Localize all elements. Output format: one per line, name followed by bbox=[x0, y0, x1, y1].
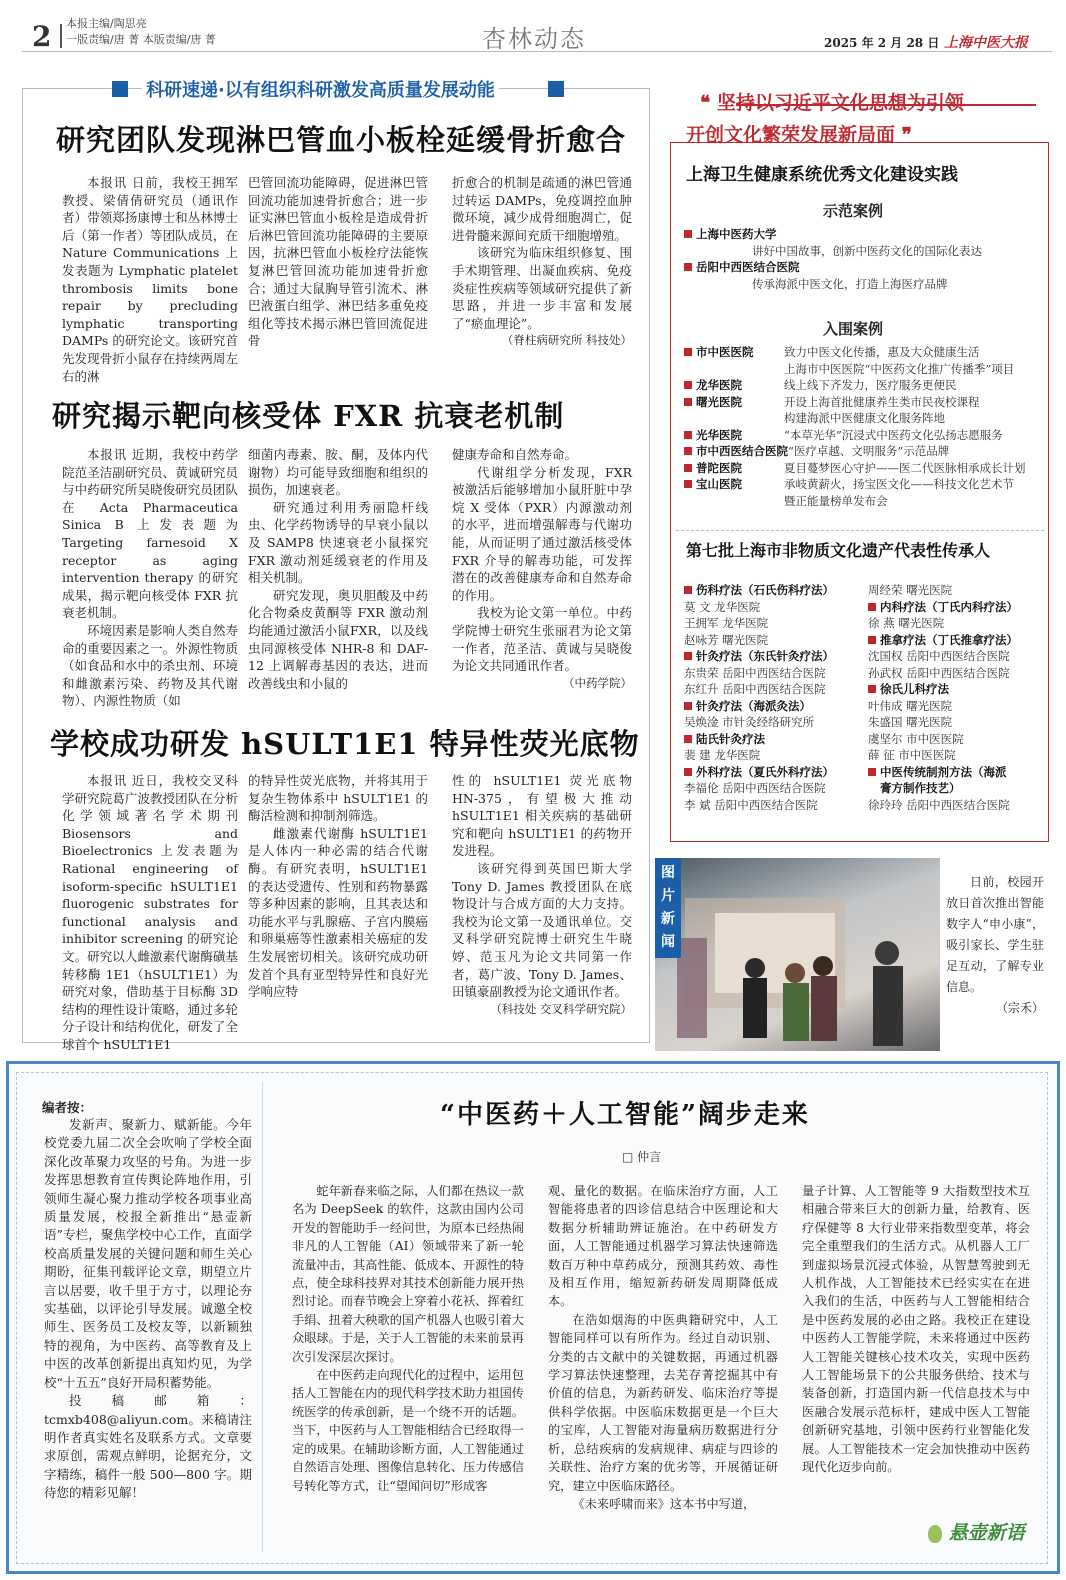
feature-byline: □ 仲言 bbox=[622, 1150, 662, 1164]
bullet-icon bbox=[684, 398, 692, 406]
heritage-category bbox=[684, 698, 864, 715]
editors-line-2: 一版责编/唐 菁 本版责编/唐 菁 bbox=[66, 33, 216, 46]
quote-close-icon: ❞ bbox=[895, 124, 912, 146]
demo-list bbox=[684, 226, 1044, 292]
list-item bbox=[684, 460, 1044, 477]
heritage-category bbox=[684, 582, 864, 599]
heritage-title: 第七批上海市非物质文化遗产代表性传承人 bbox=[686, 541, 991, 560]
list-item bbox=[684, 377, 1044, 394]
feature-col-2: 观、量化的数据。在临床治疗方面，人工智能将患者的四诊信息结合中医理论和大数据分析辅助辨证施治。在中药研发方面，人工智能通过机器学习算法快速筛选数百万种中草药成分，预测其药效、毒性及相互作用，缩短新药研发周期降低成本。 在浩如烟海的中医典籍研究中，人工智能同样可以有所作为。经过自动识别、分类的古文献中的关键数据，再通过机器学习算法快速整理，去芜存菁挖掘其中有价值的信息，为新药研发、临床治疗等提供科学依据。中医临床数据更是一个巨大的宝库，人工智能对海量病历数据进行分析，总结疾病的发病规律、病症与四诊的关联性、治疗方案的优劣等，开展循证研究，建立中医临床路径。 《未来呼啸而来》这本书中写道， bbox=[548, 1184, 778, 1511]
column-logo: 悬壶新语 bbox=[928, 1518, 1025, 1545]
editors-line-1: 本报主编/陶思亮 bbox=[66, 17, 147, 30]
bullet-icon bbox=[684, 586, 692, 594]
banner-square-right bbox=[548, 81, 564, 97]
item-desc: 承岐黄薪火，扬宝医文化——科技文化艺术节 bbox=[784, 477, 1014, 491]
heritage-category bbox=[868, 632, 1048, 649]
bullet-icon bbox=[684, 230, 692, 238]
photo-news-label: 图片新闻 bbox=[655, 858, 681, 958]
heritage-category bbox=[684, 731, 864, 748]
bullet-icon bbox=[684, 263, 692, 271]
heritage-person: 虞坚尔 市中医医院 bbox=[868, 731, 964, 746]
category-label: 针灸疗法（东氏针灸疗法） bbox=[696, 649, 834, 663]
category-label: 中医传统制剂方法（海派 bbox=[880, 764, 1007, 779]
item-name: 龙华医院 bbox=[696, 378, 742, 392]
photo-illustration bbox=[655, 858, 940, 1051]
heritage-person: 王拥军 龙华医院 bbox=[684, 616, 769, 630]
quote-open-icon: ❝ bbox=[700, 92, 717, 114]
bullet-icon bbox=[868, 685, 876, 693]
bullet-icon bbox=[684, 348, 692, 356]
category-label: 推拿疗法（丁氏推拿疗法） bbox=[880, 632, 1018, 647]
heritage-person: 东红升 岳阳中西医结合医院 bbox=[684, 682, 826, 696]
heritage-person: 徐玲玲 岳阳中西医结合医院 bbox=[868, 797, 1010, 812]
news-photo bbox=[655, 858, 940, 1051]
article-3-col-1: 本报讯 近日，我校交叉科学研究院葛广波教授团队在分析化学领域著名学术期刊 Biosensors and Bioelectronics 上发表题为 Rational engineering of isoform-specific hSULT1E1 fluorogenic substrates for functional analysis and inhibitor screening 的研究论文。研究以人雌激素代谢酶磺基转移酶 1E1（hSULT1E1）为研究对象，借助基于目标酶 3D 结构的理性设计策略，通过多轮分子设计和结构优化，研发了全球首个 hSULT1E1 bbox=[62, 773, 238, 1052]
category-label: 外科疗法（夏氏外科疗法） bbox=[696, 764, 834, 779]
item-name: 岳阳中西医结合医院 bbox=[696, 260, 800, 274]
heritage-category bbox=[868, 599, 1048, 616]
item-desc: 暨正能量榜单发布会 bbox=[784, 493, 888, 508]
category-label: 针灸疗法（海派灸法） bbox=[696, 698, 811, 713]
item-name: 市中医医院 bbox=[696, 345, 754, 359]
bullet-icon bbox=[684, 480, 692, 488]
heritage-person: 赵咏芳 曙光医院 bbox=[684, 632, 769, 647]
list-item bbox=[684, 344, 1044, 361]
category-label: 伤科疗法（石氏伤科疗法） bbox=[696, 583, 834, 597]
article-1-col-3: 折愈合的机制是疏通的淋巴管通过转运 DAMPs，免疫调控血肿微环境，减少成骨细胞凋亡，促进骨髓来源间充质干细胞增殖。 该研究为临床组织修复、围手术期管理、出凝血疾病、免疫炎症性疾病等领域研究提供了新思路，并进一步丰富和发展了“瘀血理论”。 （脊柱病研究所 科技处） bbox=[452, 175, 632, 348]
article-3-col-3: 性的 hSULT1E1 荧光底物 HN-375，有望极大推动 hSULT1E1 相关疾病的基础研究和靶向 hSULT1E1 的药物开发进程。 该研究得到英国巴斯大学 Tony D. James 教授团队在底物设计与合成方面的大力支持。我校为论文第一及通讯单位。交叉科学研究院博士研究生牛晓婷、范玉凡为论文共同第一作者，葛广波、Tony D. James、田镇豪副教授为论文通讯作者。 （科技处 交叉科学研究院） bbox=[452, 773, 632, 1016]
bullet-icon bbox=[684, 381, 692, 389]
list-item bbox=[684, 427, 1044, 444]
section-title: 杏林动态 bbox=[482, 25, 586, 53]
item-desc: “本草光华”沉浸式中医药文化弘扬志愿服务 bbox=[784, 427, 1003, 442]
heritage-left-list bbox=[684, 582, 864, 813]
list-item bbox=[684, 394, 1044, 411]
divider bbox=[676, 530, 1044, 531]
bullet-icon bbox=[684, 464, 692, 472]
item-name: 市中西医结合医院 bbox=[696, 444, 788, 458]
editor-note: 发新声、聚新力、赋新能。今年校党委九届二次全会吹响了学校全面深化改革聚力攻坚的号角。为进一步发挥思想教育宣传舆论阵地作用，引领师生凝心聚力推动学校各项事业高质量发展，校报全新推出“悬壶新语”专栏，聚焦学校中心工作，直面学校高质量发展的关键问题和师生关心期盼，征集刊载评论文章，期望立片言以居要，收千里于方寸，以理论夯实基础，以评论引导发展。诚邀全校师生、医务员工及校友等，以新颖独特的视角，为中医药、高等教育及上中医的改革创新提出真知灼见，为学校“十五五”良好开局积蓄势能。 投稿邮箱：tcmxb408@aliyun.com。来稿请注明作者真实姓名及联系方式。文章要求原创，需观点鲜明，论据充分，文字精练，稿件一般 500—800 字。期待您的精彩见解！ bbox=[44, 1117, 252, 1501]
photo-caption: 日前，校园开放日首次推出智能数字人“申小康”，吸引家长、学生驻足互动，了解专业信息。 （宗禾） bbox=[946, 875, 1044, 1015]
article-2-title: 研究揭示靶向核受体 FXR 抗衰老机制 bbox=[52, 399, 565, 433]
heritage-person: 周经荣 曙光医院 bbox=[868, 583, 953, 597]
category-label: 徐氏儿科疗法 bbox=[880, 682, 949, 696]
heritage-person: 李 斌 岳阳中西医结合医院 bbox=[684, 797, 818, 812]
demo-title: 示范案例 bbox=[823, 202, 884, 220]
item-desc: 传承海派中医文化，打造上海医疗品牌 bbox=[752, 276, 948, 291]
heritage-person: 叶伟成 曙光医院 bbox=[868, 698, 953, 713]
entry-title: 入围案例 bbox=[823, 320, 884, 338]
item-desc: “医疗卓越、文明服务”示范品牌 bbox=[788, 444, 950, 458]
item-name: 宝山医院 bbox=[696, 477, 742, 491]
category-label: 内科疗法（丁氏内科疗法） bbox=[880, 599, 1018, 614]
heritage-category bbox=[868, 681, 1048, 698]
item-name: 普陀医院 bbox=[696, 460, 742, 475]
culture-heading-2: 开创文化繁荣发展新局面 ❞ bbox=[686, 124, 912, 146]
heritage-person: 吴焕淦 市针灸经络研究所 bbox=[684, 715, 815, 729]
culture-heading-1: ❝ 坚持以习近平文化思想为引领 bbox=[700, 92, 964, 114]
bullet-icon bbox=[684, 652, 692, 660]
list-item bbox=[684, 259, 1044, 292]
article-1-col-1: 本报讯 日前，我校王拥军教授、梁倩倩研究员（通讯作者）带领郑扬康博士和丛林博士后（第一作者）等团队成员，在 Nature Communications 上发表题为 Lymphatic platelet thrombosis limits bone repair by precluding lymphatic transporting DAMPs 的研究论文。该研究首先发现骨折小鼠存在持续两周左右的淋 bbox=[62, 175, 238, 384]
heritage-person: 东贵荣 岳阳中西医结合医院 bbox=[684, 665, 826, 680]
bullet-icon bbox=[868, 768, 876, 776]
list-item bbox=[684, 361, 1044, 378]
article-1-title: 研究团队发现淋巴管血小板栓延缓骨折愈合 bbox=[56, 123, 627, 157]
item-desc: 构建海派中医健康文化服务阵地 bbox=[784, 411, 945, 425]
item-desc: 开设上海首批健康养生类市民夜校课程 bbox=[784, 394, 980, 409]
bullet-icon bbox=[868, 603, 876, 611]
feature-title: “中医药＋人工智能”阔步走来 bbox=[440, 1100, 810, 1130]
entry-list bbox=[684, 344, 1044, 509]
heritage-right-list bbox=[868, 582, 1048, 813]
paper-name: 上海中医大报 bbox=[944, 35, 1028, 51]
category-label: 陆氏针灸疗法 bbox=[696, 731, 765, 746]
article-1-col-2: 巴管回流功能障碍，促进淋巴管回流功能加速骨折愈合；进一步证实淋巴管血小板栓是造成骨折后淋巴管回流功能障碍的主要原因，抗淋巴管血小板栓疗法能恢复淋巴管回流功能加速骨折愈合；通过大鼠胸导管引流术、淋巴液蛋白组学、淋巴结多重免疫组化等技术揭示淋巴管回流促进骨 bbox=[248, 175, 428, 349]
heritage-person: 李福伦 岳阳中西医结合医院 bbox=[684, 781, 826, 795]
article-2-col-1: 本报讯 近期，我校中药学院范圣洁副研究员、黄诚研究员与中药研究所吴晓俊研究员团队在 Acta Pharmaceutica Sinica B 上发表题为 Targeting farnesoid X receptor as aging intervention therapy 的研究成果，揭示靶向核受体 FXR 抗衰老机制。 环境因素是影响人类自然寿命的重要因素之一。外源性物质（如食品和水中的杀虫剂、环境和雌激素污染、药物及其代谢物）、内源性物质（如 bbox=[62, 447, 238, 709]
heritage-person: 裴 建 龙华医院 bbox=[684, 748, 761, 762]
bullet-icon bbox=[684, 431, 692, 439]
bullet-icon bbox=[684, 735, 692, 743]
article-3-col-2: 的特异性荧光底物，并将其用于复杂生物体系中 hSULT1E1 的酶活检测和抑制剂筛选。 雌激素代谢酶 hSULT1E1 是人体内一种必需的结合代谢酶。有研究表明，hSULT1E1 的表达受遗传、性别和药物暴露等多种因素的影响，且其表达和功能水平与乳腺癌、子宫内膜癌和卵巢癌等性激素相关癌症的发生发展密切相关。该研究成功研发首个具有亚型特异性和良好光学响应特 bbox=[248, 773, 428, 1000]
heritage-person: 徐 燕 曙光医院 bbox=[868, 616, 945, 630]
page-number: 2 bbox=[32, 20, 52, 53]
divider bbox=[60, 24, 62, 48]
heritage-person: 薛 征 市中医医院 bbox=[868, 748, 956, 762]
item-desc: 夏目蔓梦医心守护——医二代医脉相承成长计划 bbox=[784, 460, 1026, 475]
feature-col-3: 量子计算、人工智能等 9 大指数型技术互相融合带来巨大的创新力量，给教育、医疗保健等 8 大行业带来指数型变革，将会完全重塑我们的生活方式。从机器人工厂到虚拟场景沉浸式体验，从智慧驾驶到无人机作战，人工智能技术已经实实在在进入我们的生活，中医药与人工智能相结合是中医药发展的必由之路。我校正在建设中医药人工智能学院，未来将通过中医药人工智能关键核心技术攻关，实现中医药人工智能场景下的公共服务供给、技术与装备创新，打造国内新一代信息技术与中医融合发展示范标杆，建成中医人工智能创新研究基地，引领中医药行业智能化发展。人工智能技术一定会加快推动中医药现代化迈步向前。 bbox=[802, 1184, 1030, 1475]
editor-note-label: 编者按： bbox=[42, 1100, 93, 1115]
list-item bbox=[684, 476, 1044, 493]
article-2-col-2: 细菌内毒素、胺、酮，及体内代谢物）均可能导致细胞和组织的损伤，加速衰老。 研究通过利用秀丽隐杆线虫、化学药物诱导的早衰小鼠以及 SAMP8 快速衰老小鼠探究 FXR 激动剂延缓衰老的作用及相关机制。 研究发现，奥贝胆酸及中药化合物桑皮黄酮等 FXR 激动剂均能通过激活小鼠FXR，以及线虫同源核受体 NHR-8 和 DAF-12 上调解毒基因的表达，进而改善线虫和小鼠的 bbox=[248, 447, 428, 691]
list-item bbox=[684, 226, 1044, 259]
gourd-icon bbox=[928, 1525, 942, 1543]
feature-col-1: 蛇年新春来临之际，人们都在热议一款名为 DeepSeek 的软件，这款由国内公司开发的智能助手一经问世，为原本已经热闹非凡的人工智能（AI）领域带来了新一轮流量冲击，其高性能、低成本、开源性的特点，使全球科技界对其技术创新能力展开热烈讨论。而春节晚会上穿着小花袄、挥着红手绢、扭着大秧歌的国产机器人也吸引着大众眼球。于是，关于人工智能的未来前景再次引发深层次探讨。 在中医药走向现代化的过程中，运用包括人工智能在内的现代科学技术助力祖国传统医学的传承创新，是一个绕不开的话题。当下，中医药与人工智能相结合已经取得一定的成果。在辅助诊断方面，人工智能通过自然语言处理、图像信息转化、压力传感信号转化等方式，让“望闻问切”形成客 bbox=[292, 1184, 524, 1493]
bullet-icon bbox=[684, 447, 692, 455]
heritage-person: 孙武权 岳阳中西医结合医院 bbox=[868, 665, 1010, 680]
item-desc: 上海市中医医院“中医药文化推广传播季”项目 bbox=[784, 361, 1015, 376]
item-name: 曙光医院 bbox=[696, 394, 742, 409]
heritage-person: 沈国权 岳阳中西医结合医院 bbox=[868, 649, 1010, 663]
list-item bbox=[684, 493, 1044, 510]
banner-square-left bbox=[112, 81, 128, 97]
list-item bbox=[684, 443, 1044, 460]
item-desc: 讲好中国故事，创新中医药文化的国际化表达 bbox=[752, 243, 982, 258]
item-desc: 线上线下齐发力，医疗服务更便民 bbox=[784, 378, 957, 392]
heritage-person: 朱盛国 曙光医院 bbox=[868, 715, 953, 729]
article-2-col-3: 健康寿命和自然寿命。 代谢组学分析发现，FXR 被激活后能够增加小鼠肝脏中孕烷 X 受体（PXR）内源激动剂的水平，进而增强解毒与代谢功能，从而证明了通过激活核受体 FXR 介导的解毒功能，可发挥潜在的改善健康寿命和自然寿命的作用。 我校为论文第一单位。中药学院博士研究生张丽君为论文第一作者，范圣洁、黄诚与吴晓俊为论文共同通讯作者。 （中药学院） bbox=[452, 447, 632, 690]
heritage-category bbox=[684, 648, 864, 665]
heritage-category bbox=[868, 764, 1048, 781]
heritage-category bbox=[684, 764, 864, 781]
science-banner: 科研速递·以有组织科研激发高质量发展动能 bbox=[142, 76, 499, 102]
article-3-title: 学校成功研发 hSULT1E1 特异性荧光底物 bbox=[50, 727, 640, 761]
issue-date: 2025 年 2 月 28 日 bbox=[824, 36, 940, 50]
page-header bbox=[22, 12, 1052, 52]
culture-box-title: 上海卫生健康系统优秀文化建设实践 bbox=[686, 165, 958, 185]
category-label: 膏方制作技艺） bbox=[880, 781, 961, 795]
bullet-icon bbox=[684, 702, 692, 710]
list-item bbox=[684, 410, 1044, 427]
item-desc: 致力中医文化传播，惠及大众健康生活 bbox=[784, 345, 980, 359]
heritage-category bbox=[868, 780, 1048, 797]
item-name: 上海中医药大学 bbox=[696, 227, 777, 241]
heritage-person: 莫 文 龙华医院 bbox=[684, 599, 761, 614]
item-name: 光华医院 bbox=[696, 427, 742, 442]
bullet-icon bbox=[684, 768, 692, 776]
bullet-icon bbox=[868, 636, 876, 644]
